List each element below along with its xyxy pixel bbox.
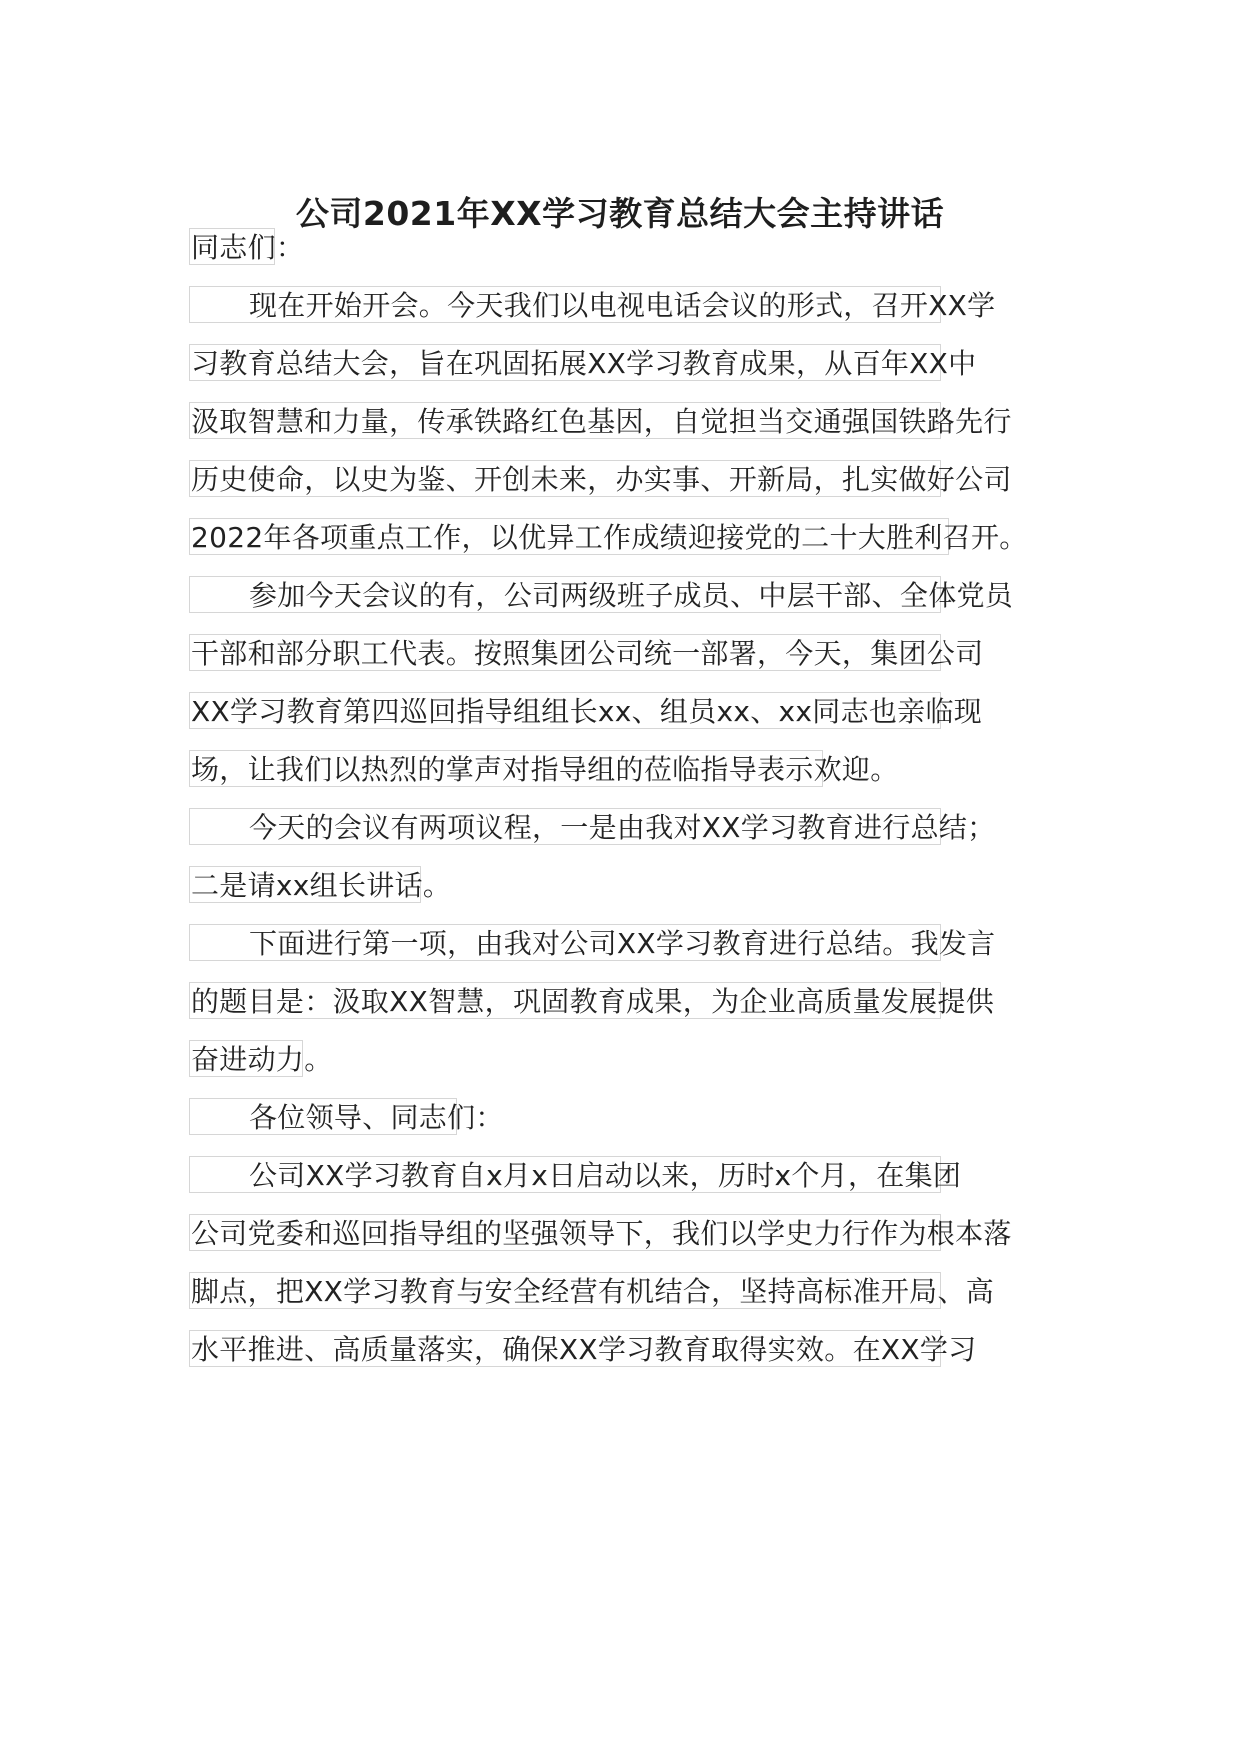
paragraph-line: 奋进动力。 [189, 1040, 303, 1077]
paragraph-line: 场，让我们以热烈的掌声对指导组的莅临指导表示欢迎。 [189, 750, 823, 787]
paragraph-line: 的题目是：汲取XX智慧，巩固教育成果，为企业高质量发展提供 [189, 982, 941, 1019]
paragraph-line: 下面进行第一项，由我对公司XX学习教育进行总结。我发言 [189, 924, 941, 961]
paragraph-line: 二是请xx组长讲话。 [189, 866, 421, 903]
document-title: 公司2021年XX学习教育总结大会主持讲话 [295, 194, 945, 233]
paragraph-line: 2022年各项重点工作，以优异工作成绩迎接党的二十大胜利召开。 [189, 518, 949, 555]
paragraph-line: 公司党委和巡回指导组的坚强领导下，我们以学史力行作为根本落 [189, 1214, 941, 1251]
paragraph-line: 脚点，把XX学习教育与安全经营有机结合，坚持高标准开局、高 [189, 1272, 941, 1309]
salutation-line: 同志们： [189, 228, 275, 265]
salutation-line: 各位领导、同志们： [189, 1098, 457, 1135]
paragraph-line: 今天的会议有两项议程，一是由我对XX学习教育进行总结； [189, 808, 941, 845]
paragraph-line: 现在开始开会。今天我们以电视电话会议的形式，召开XX学 [189, 286, 941, 323]
paragraph-line: 干部和部分职工代表。按照集团公司统一部署，今天，集团公司 [189, 634, 941, 671]
paragraph-line: 参加今天会议的有，公司两级班子成员、中层干部、全体党员 [189, 576, 941, 613]
paragraph-line: 汲取智慧和力量，传承铁路红色基因，自觉担当交通强国铁路先行 [189, 402, 941, 439]
paragraph-line: 历史使命，以史为鉴、开创未来，办实事、开新局，扎实做好公司 [189, 460, 941, 497]
paragraph-line: XX学习教育第四巡回指导组组长xx、组员xx、xx同志也亲临现 [189, 692, 941, 729]
paragraph-line: 水平推进、高质量落实，确保XX学习教育取得实效。在XX学习 [189, 1330, 941, 1367]
paragraph-line: 习教育总结大会，旨在巩固拓展XX学习教育成果，从百年XX中 [189, 344, 941, 381]
paragraph-line: 公司XX学习教育自x月x日启动以来，历时x个月，在集团 [189, 1156, 941, 1193]
